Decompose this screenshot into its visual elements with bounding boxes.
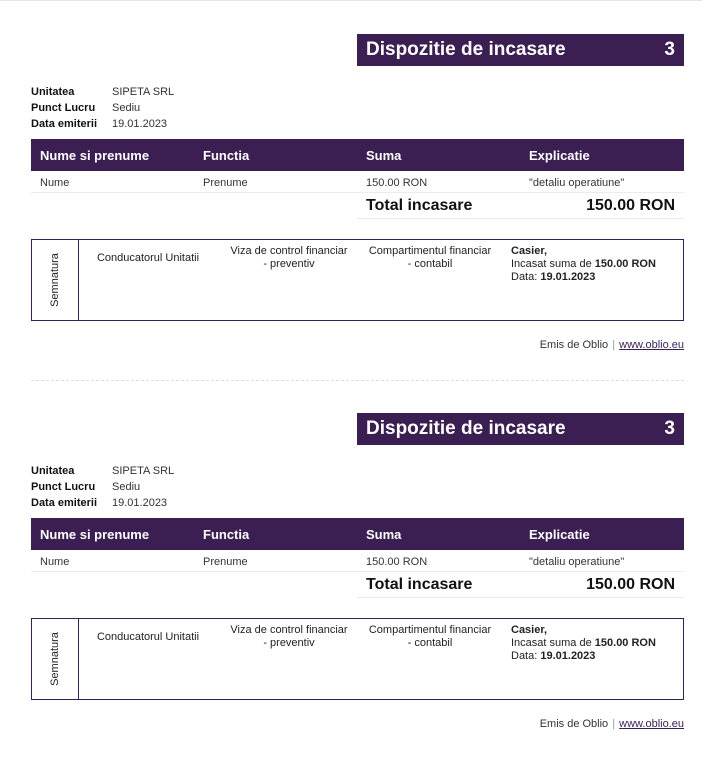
company-info bbox=[31, 463, 174, 511]
accounting-line2: - contabil bbox=[407, 258, 453, 270]
cell-name: Nume bbox=[40, 555, 70, 568]
cell-amount: 150.00 RON bbox=[366, 176, 428, 189]
accounting-line2: - contabil bbox=[407, 637, 453, 649]
cashier-amount-line bbox=[511, 637, 681, 650]
document-title: Dispozitie de incasare bbox=[366, 418, 566, 439]
footer-prefix: Emis de Oblio bbox=[539, 718, 609, 730]
signature-financial-control bbox=[224, 245, 354, 271]
total-label: Total incasare bbox=[366, 576, 473, 593]
total-value: 150.00 RON bbox=[586, 576, 675, 593]
unit-value: SIPETA SRL bbox=[112, 465, 175, 477]
header-amount: Suma bbox=[366, 526, 402, 542]
workpoint-value: Sediu bbox=[112, 481, 141, 493]
cell-function: Prenume bbox=[203, 555, 248, 568]
workpoint-value: Sediu bbox=[112, 102, 141, 114]
header-name: Nume si prenume bbox=[40, 526, 150, 542]
cell-amount: 150.00 RON bbox=[366, 555, 428, 568]
financial-control-line2: - preventiv bbox=[263, 637, 315, 649]
header-function: Functia bbox=[203, 526, 250, 542]
signature-accounting bbox=[362, 245, 498, 271]
date-label: Data emiterii bbox=[31, 497, 98, 509]
cashier-date-prefix: Data: bbox=[511, 271, 541, 283]
oblio-link[interactable]: www.oblio.eu bbox=[619, 718, 684, 730]
top-border-line bbox=[0, 0, 702, 1]
signature-box bbox=[31, 239, 684, 321]
document-number: 3 bbox=[664, 418, 675, 439]
total-value: 150.00 RON bbox=[586, 197, 675, 214]
total-row bbox=[357, 194, 684, 219]
cashier-title: Casier, bbox=[511, 245, 548, 257]
signature-manager-label: Conducatorul Unitatii bbox=[96, 631, 200, 643]
header-amount: Suma bbox=[366, 147, 402, 163]
cashier-date-line bbox=[511, 650, 681, 663]
document-title: Dispozitie de incasare bbox=[366, 39, 566, 60]
footer bbox=[540, 339, 684, 351]
oblio-link[interactable]: www.oblio.eu bbox=[619, 339, 684, 351]
signature-cashier bbox=[511, 245, 681, 284]
signature-accounting bbox=[362, 624, 498, 650]
cashier-date-prefix: Data: bbox=[511, 650, 541, 662]
cashier-amount-line bbox=[511, 258, 681, 271]
info-row-date bbox=[31, 495, 174, 511]
cell-explanation: "detaliu operatiune" bbox=[529, 555, 625, 568]
cell-name: Nume bbox=[40, 176, 70, 189]
cashier-date: 19.01.2023 bbox=[540, 650, 596, 662]
signature-box bbox=[31, 618, 684, 700]
total-row bbox=[357, 573, 684, 598]
accounting-line1: Compartimentul financiar bbox=[368, 624, 492, 636]
info-row-unit bbox=[31, 463, 174, 479]
unit-label: Unitatea bbox=[31, 86, 75, 98]
company-info bbox=[31, 84, 174, 132]
cashier-title: Casier, bbox=[511, 624, 548, 636]
cell-function: Prenume bbox=[203, 176, 248, 189]
table-header bbox=[31, 518, 684, 550]
signature-side-label: Semnatura bbox=[49, 632, 61, 686]
document-number: 3 bbox=[664, 39, 675, 60]
info-row-date bbox=[31, 116, 174, 132]
signature-financial-control bbox=[224, 624, 354, 650]
footer-separator: | bbox=[612, 339, 616, 351]
cashier-date: 19.01.2023 bbox=[540, 271, 596, 283]
cashier-amount-prefix: Incasat suma de bbox=[511, 637, 595, 649]
date-value: 19.01.2023 bbox=[112, 497, 168, 509]
date-value: 19.01.2023 bbox=[112, 118, 168, 130]
receipt-copy-1 bbox=[31, 34, 684, 374]
header-name: Nume si prenume bbox=[40, 147, 150, 163]
workpoint-label: Punct Lucru bbox=[31, 102, 96, 114]
cashier-amount: 150.00 RON bbox=[594, 258, 656, 270]
footer-separator: | bbox=[612, 718, 616, 730]
copy-separator bbox=[31, 380, 684, 381]
signature-side-label: Semnatura bbox=[49, 253, 61, 307]
unit-value: SIPETA SRL bbox=[112, 86, 175, 98]
cashier-amount: 150.00 RON bbox=[594, 637, 656, 649]
signature-cashier bbox=[511, 624, 681, 663]
header-explanation: Explicatie bbox=[529, 526, 590, 542]
financial-control-line1: Viza de control financiar bbox=[230, 624, 348, 636]
total-label: Total incasare bbox=[366, 197, 473, 214]
accounting-line1: Compartimentul financiar bbox=[368, 245, 492, 257]
signature-side-cell bbox=[32, 619, 79, 699]
header-function: Functia bbox=[203, 147, 250, 163]
workpoint-label: Punct Lucru bbox=[31, 481, 96, 493]
document-title-bar bbox=[357, 34, 684, 66]
unit-label: Unitatea bbox=[31, 465, 75, 477]
financial-control-line1: Viza de control financiar bbox=[230, 245, 348, 257]
info-row-unit bbox=[31, 84, 174, 100]
signature-manager-label: Conducatorul Unitatii bbox=[96, 252, 200, 264]
signature-side-cell bbox=[32, 240, 79, 320]
table-header bbox=[31, 139, 684, 171]
cashier-amount-prefix: Incasat suma de bbox=[511, 258, 595, 270]
footer bbox=[540, 718, 684, 730]
table-row bbox=[31, 552, 684, 572]
signature-manager bbox=[84, 252, 212, 265]
cashier-date-line bbox=[511, 271, 681, 284]
table-row bbox=[31, 173, 684, 193]
signature-manager bbox=[84, 631, 212, 644]
info-row-workpoint bbox=[31, 100, 174, 116]
document-title-bar bbox=[357, 413, 684, 445]
info-row-workpoint bbox=[31, 479, 174, 495]
date-label: Data emiterii bbox=[31, 118, 98, 130]
footer-prefix: Emis de Oblio bbox=[539, 339, 609, 351]
header-explanation: Explicatie bbox=[529, 147, 590, 163]
cell-explanation: "detaliu operatiune" bbox=[529, 176, 625, 189]
receipt-copy-2 bbox=[31, 413, 684, 753]
financial-control-line2: - preventiv bbox=[263, 258, 315, 270]
